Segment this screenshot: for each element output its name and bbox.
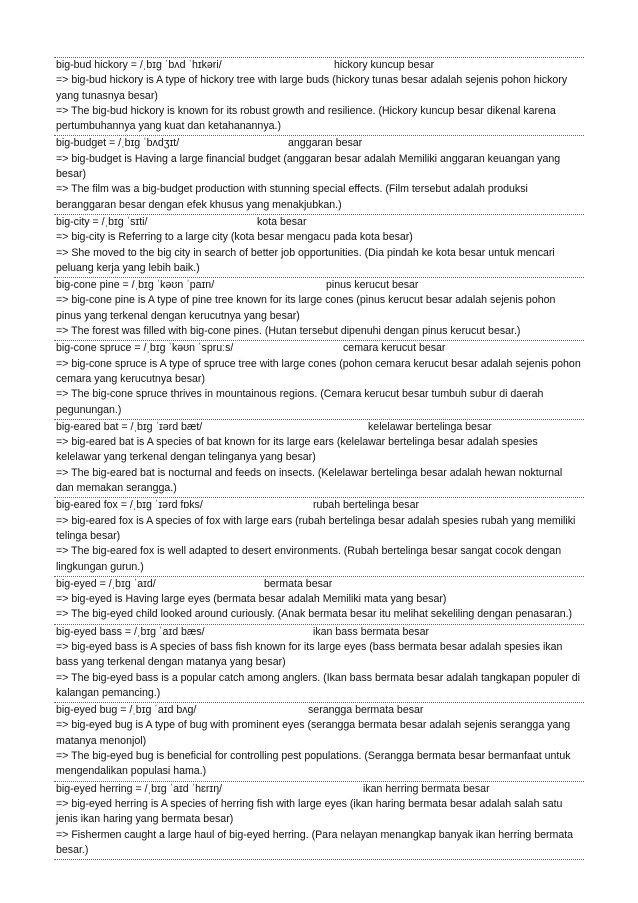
definition: => big-eared bat is A species of bat known for its large ears (kelelawar bertelinga besar adalah spesies kelelawar yang terkenal dengan telinganya yang besar) [56,436,538,464]
entry-big-budget [54,135,584,213]
definition: => big-eared fox is A species of fox with large ears (rubah bertelinga besar adalah spesies rubah yang memiliki telinga besar) [56,514,576,542]
example: => The big-eyed child looked around curiously. (Anak bermata besar itu melihat sekeliling dengan penasaran.) [56,608,573,621]
example: => The forest was filled with big-cone pines. (Hutan tersebut dipenuhi dengan pinus kerucut besar.) [56,325,521,338]
translation: cemara kerucut besar [343,342,446,355]
translation: serangga bermata besar [308,704,424,717]
translation: hickory kuncup besar [334,59,435,71]
entry-header [56,498,582,513]
entry-header [56,215,582,230]
entry-header [56,278,582,293]
example: => The big-eared fox is well adapted to desert environments. (Rubah bertelinga besar sangat cocok dengan lingkungan gurun.) [56,545,562,573]
entry-big-eyed-bug [54,702,584,780]
headword: big-city = /ˌbɪɡ ˈsɪti/ [56,215,148,228]
translation: pinus kerucut besar [326,279,419,292]
definition: => big-bud hickory is A type of hickory tree with large buds (hickory tunas besar adalah sejenis pohon hickory yang tunasnya besar) [56,74,568,102]
definition: => big-eyed is Having large eyes (bermata besar adalah Memiliki mata yang besar) [56,593,447,606]
example: => The big-eyed bug is beneficial for controlling pest populations. (Serangga bermata besar bermanfaat untuk mengendalikan populasi hama.) [56,750,571,778]
translation: ikan herring bermata besar [363,782,490,795]
example: => She moved to the big city in search of better job opportunities. (Dia pindah ke kota besar untuk mencari peluang kerja yang lebih baik.) [56,246,555,274]
translation: kelelawar bertelinga besar [368,420,492,433]
entry-big-city [54,214,584,277]
entry-big-bud-hickory [54,57,584,135]
entry-header [56,58,582,73]
definition: => big-city is Referring to a large city (kota besar mengacu pada kota besar) [56,231,413,244]
headword: big-eared bat = /ˌbɪɡ ˈɪərd bæt/ [56,420,203,433]
definition: => big-budget is Having a large financial budget (anggaran besar adalah Memiliki anggaran keuangan yang besar) [56,152,561,181]
definition: => big-eyed bug is A type of bug with prominent eyes (serangga bermata besar adalah sejenis serangga yang matanya menonjol) [56,719,571,747]
entry-header [56,341,582,356]
entry-big-cone-spruce [54,340,584,418]
headword: big-cone pine = /ˌbɪɡ ˈkəʊn ˈpaɪn/ [56,279,215,292]
entry-header [56,420,582,435]
entry-big-eyed-bass [54,624,584,702]
headword: big-eared fox = /ˌbɪɡ ˈɪərd fɒks/ [56,499,203,512]
example: => The big-bud hickory is known for its robust growth and resilience. (Hickory kuncup besar dikenal karena pertumbuhannya yang kuat dan ketahanannya.) [56,104,556,133]
headword: big-bud hickory = /ˌbɪɡ ˈbʌd ˈhɪkəri/ [56,59,222,71]
entry-header [56,625,582,640]
entry-header [56,136,582,151]
example: => The big-eyed bass is a popular catch among anglers. (Ikan bass bermata besar adalah tangkapan populer di kalangan pemancing.) [56,671,580,699]
example: => The big-cone spruce thrives in mountainous regions. (Cemara kerucut besar tumbuh subur di daerah pegunungan.) [56,388,544,416]
headword: big-eyed bass = /ˌbɪɡ ˈaɪd bæs/ [56,625,205,638]
headword: big-eyed herring = /ˌbɪɡ ˈaɪd ˈhɛrɪŋ/ [56,782,223,795]
dictionary-page [54,57,584,860]
example: => The big-eared bat is nocturnal and feeds on insects. (Kelelawar bertelinga besar adalah hewan nokturnal dan memakan serangga.) [56,466,563,495]
definition: => big-eyed bass is A species of bass fish known for its large eyes (bass bermata besar adalah spesies ikan bass yang terkenal dengan matanya yang besar) [56,640,563,669]
entry-big-eared-bat [54,419,584,497]
headword: big-eyed bug = /ˌbɪɡ ˈaɪd bʌɡ/ [56,704,197,717]
headword: big-eyed = /ˌbɪɡ ˈaɪd/ [56,577,156,590]
translation: anggaran besar [288,137,363,150]
definition: => big-eyed herring is A species of herring fish with large eyes (ikan haring bermata besar adalah salah satu jenis ikan haring yang bermata besar) [56,797,563,826]
headword: big-budget = /ˌbɪɡ ˈbʌdʒɪt/ [56,137,180,150]
example: => Fishermen caught a large haul of big-eyed herring. (Para nelayan menangkap banyak ikan herring bermata besar.) [56,828,574,856]
translation: ikan bass bermata besar [313,625,430,638]
entry-header [56,782,582,797]
entry-header [56,577,582,592]
entry-header [56,703,582,718]
entry-big-eyed [54,576,584,624]
translation: bermata besar [264,577,333,590]
entry-big-eared-fox [54,497,584,575]
example: => The film was a big-budget production with stunning special effects. (Film tersebut adalah produksi beranggaran besar dengan efek khusus yang menakjubkan.) [56,183,528,211]
entry-big-eyed-herring [54,781,584,860]
definition: => big-cone pine is A type of pine tree known for its large cones (pinus kerucut besar adalah sejenis pohon pinus yang terkenal dengan kerucutnya yang besar) [56,294,556,322]
headword: big-cone spruce = /ˌbɪɡ ˈkəʊn ˈspruːs/ [56,342,234,355]
translation: rubah bertelinga besar [313,499,420,512]
entry-big-cone-pine [54,277,584,340]
translation: kota besar [257,215,307,228]
definition: => big-cone spruce is A type of spruce tree with large cones (pohon cemara kerucut besar adalah sejenis pohon cemara yang kerucutnya besar) [56,357,581,385]
